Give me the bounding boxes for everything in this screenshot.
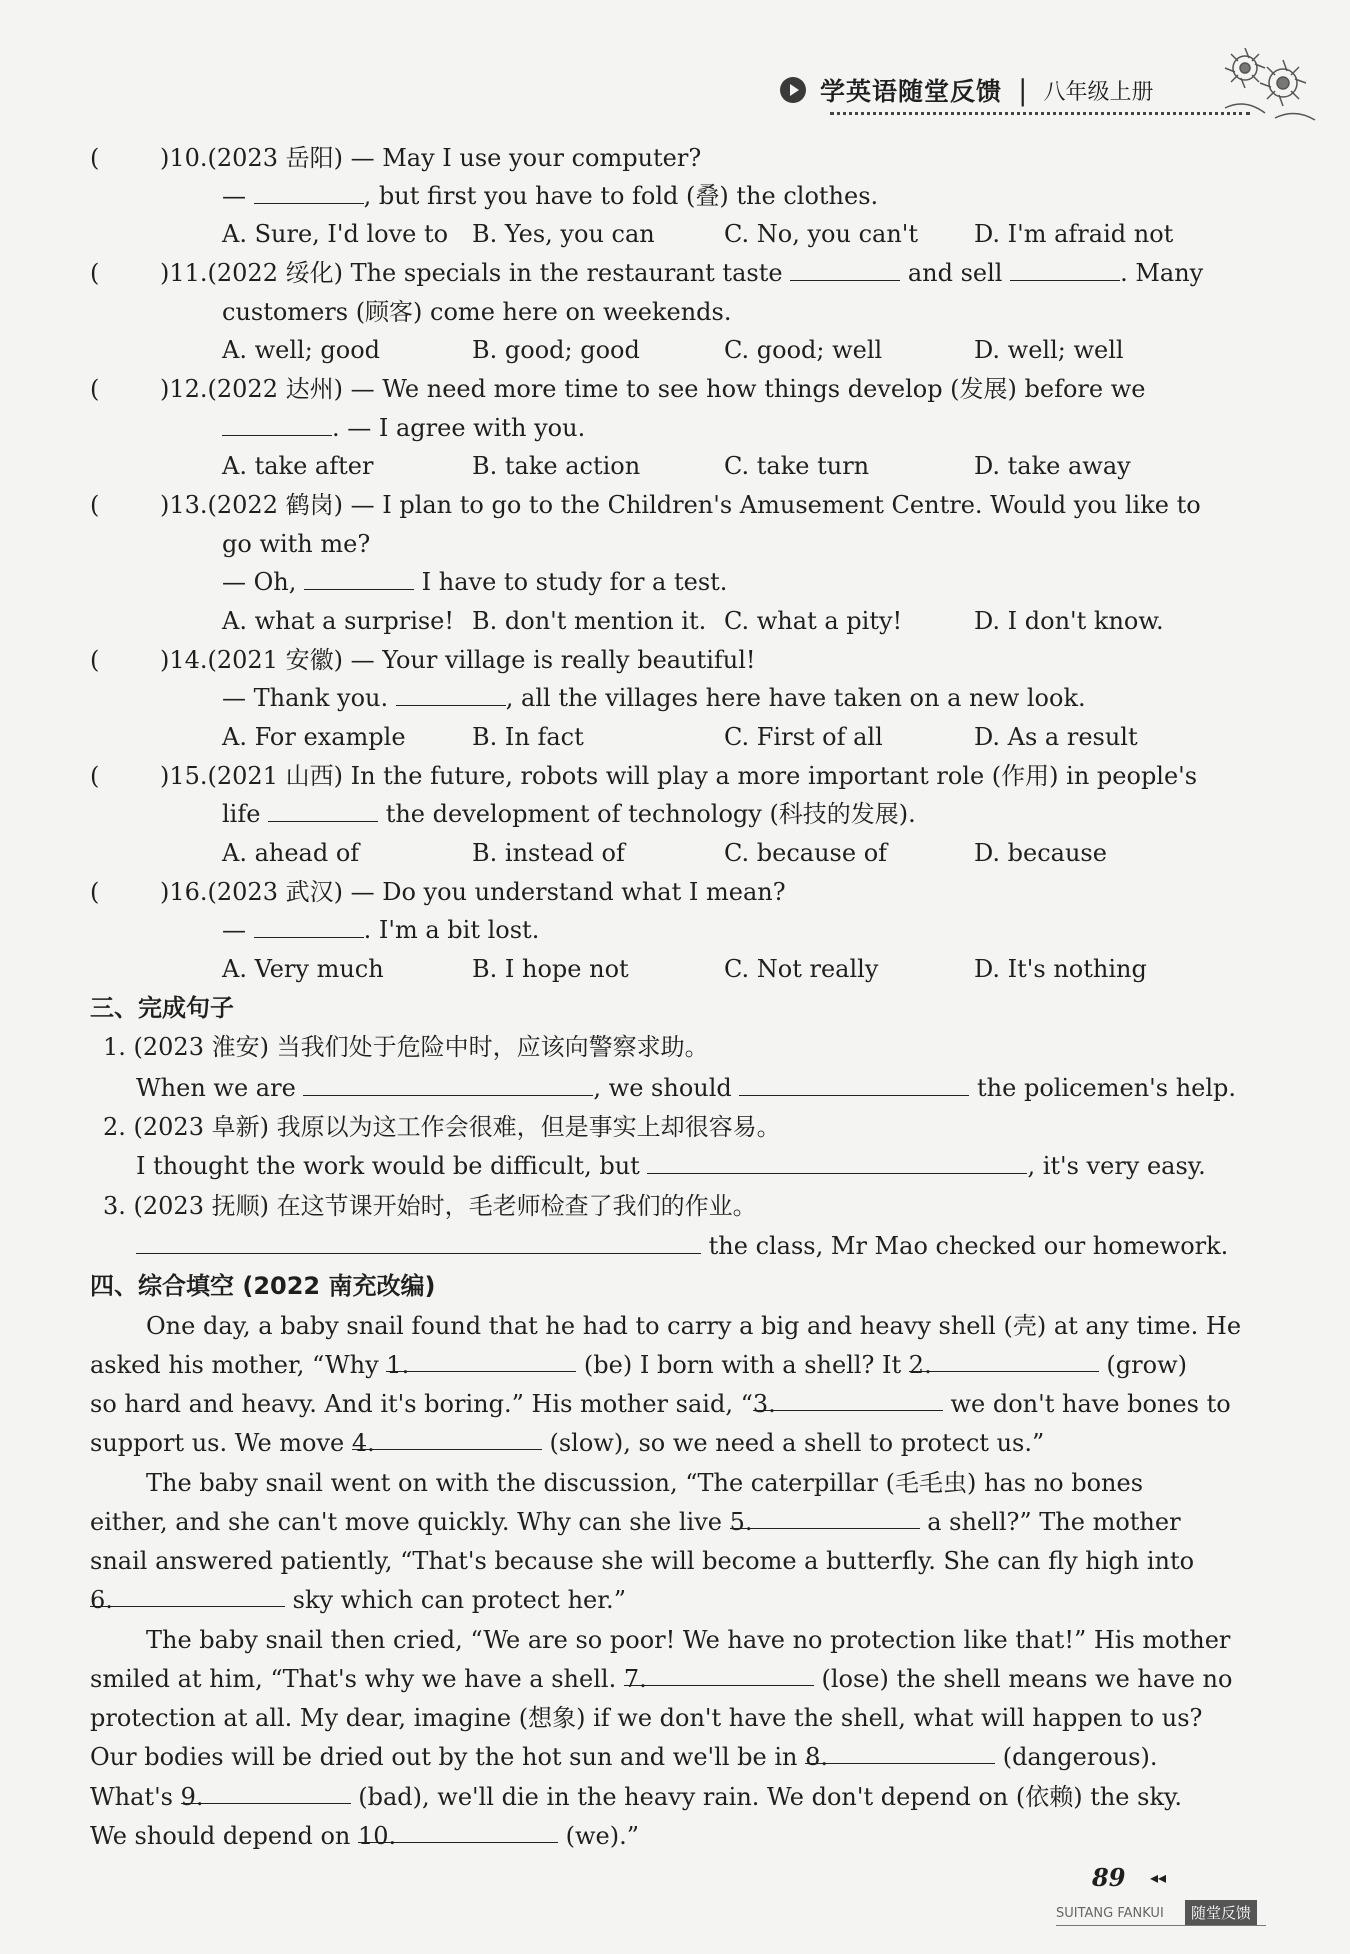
question-16-line2: — . I'm a bit lost. bbox=[222, 916, 540, 944]
answer-blank[interactable] bbox=[790, 258, 900, 281]
option-d[interactable]: D. because bbox=[974, 839, 1107, 867]
sentence-2-cn: 2. (2023 阜新) 我原以为这工作会很难，但是事实上却很容易。 bbox=[103, 1113, 781, 1141]
cloze-blank-3[interactable]: 3. bbox=[753, 1388, 943, 1411]
double-left-arrow-icon: ◂◂ bbox=[1150, 1868, 1167, 1887]
question-12: )12.(2022 达州) — We need more time to see how things develop (发展) before we bbox=[160, 375, 1146, 403]
answer-blank[interactable] bbox=[222, 413, 332, 436]
answer-blank[interactable] bbox=[1010, 258, 1120, 281]
question-14: )14.(2021 安徽) — Your village is really beautiful! bbox=[160, 646, 756, 674]
question-13: )13.(2022 鹤岗) — I plan to go to the Children's Amusement Centre. Would you like to bbox=[160, 491, 1201, 519]
option-a[interactable]: A. Very much bbox=[222, 955, 384, 983]
cloze-blank-5[interactable]: 5. bbox=[730, 1506, 920, 1529]
sentence-2-en: I thought the work would be difficult, but , it's very easy. bbox=[136, 1152, 1206, 1180]
question-12-line2: . — I agree with you. bbox=[222, 412, 585, 444]
option-d[interactable]: D. I don't know. bbox=[974, 607, 1164, 635]
option-d[interactable]: D. take away bbox=[974, 452, 1131, 480]
option-a[interactable]: A. For example bbox=[222, 723, 406, 751]
question-11-line2: customers (顾客) come here on weekends. bbox=[222, 298, 732, 326]
option-b[interactable]: B. take action bbox=[472, 452, 641, 480]
option-b[interactable]: B. In fact bbox=[472, 723, 584, 751]
passage-line: support us. We move 4. (slow), so we need a shell to protect us.” bbox=[90, 1429, 1045, 1457]
section-3-heading: 三、完成句子 bbox=[90, 994, 234, 1022]
sentence-3-en: the class, Mr Mao checked our homework. bbox=[136, 1230, 1228, 1262]
header-separator: | bbox=[1018, 73, 1028, 107]
answer-paren: ( bbox=[90, 491, 100, 519]
cloze-blank-1[interactable]: 1. bbox=[386, 1349, 576, 1372]
answer-blank[interactable] bbox=[739, 1073, 969, 1096]
option-a[interactable]: A. take after bbox=[222, 452, 374, 480]
passage-line: We should depend on 10. (we).” bbox=[90, 1822, 640, 1850]
option-b[interactable]: B. don't mention it. bbox=[472, 607, 707, 635]
answer-blank[interactable] bbox=[254, 181, 364, 204]
section-4-heading: 四、综合填空 (2022 南充改编) bbox=[90, 1272, 436, 1300]
passage-line: One day, a baby snail found that he had to carry a big and heavy shell (壳) at any time. He bbox=[146, 1312, 1242, 1340]
question-14-line2: — Thank you. , all the villages here have taken on a new look. bbox=[222, 684, 1086, 712]
option-a[interactable]: A. well; good bbox=[222, 336, 381, 364]
answer-blank[interactable] bbox=[254, 915, 364, 938]
cloze-blank-4[interactable]: 4. bbox=[352, 1427, 542, 1450]
option-d[interactable]: D. well; well bbox=[974, 336, 1124, 364]
option-b[interactable]: B. Yes, you can bbox=[472, 220, 655, 248]
footer-badge: 随堂反馈 bbox=[1185, 1900, 1257, 1925]
answer-blank[interactable] bbox=[303, 1073, 593, 1096]
answer-blank[interactable] bbox=[647, 1151, 1027, 1174]
header-dotted-rule bbox=[830, 112, 1250, 115]
answer-paren: ( bbox=[90, 375, 100, 403]
passage-line: asked his mother, “Why 1. (be) I born with a shell? It 2. (grow) bbox=[90, 1351, 1187, 1379]
question-10: )10.(2023 岳阳) — May I use your computer? bbox=[160, 144, 702, 172]
option-b[interactable]: B. I hope not bbox=[472, 955, 629, 983]
sentence-1-cn: 1. (2023 淮安) 当我们处于危险中时，应该向警察求助。 bbox=[103, 1033, 709, 1061]
footer-brand: SUITANG FANKUI bbox=[1056, 1906, 1164, 1921]
cloze-blank-9[interactable]: 9. bbox=[181, 1781, 351, 1804]
sentence-3-cn: 3. (2023 抚顺) 在这节课开始时，毛老师检查了我们的作业。 bbox=[103, 1192, 757, 1220]
option-b[interactable]: B. good; good bbox=[472, 336, 640, 364]
answer-paren: ( bbox=[90, 259, 100, 287]
passage-line: The baby snail then cried, “We are so poor! We have no protection like that!” His mother bbox=[146, 1626, 1231, 1654]
passage-line: so hard and heavy. And it's boring.” His mother said, “3. we don't have bones to bbox=[90, 1390, 1231, 1418]
passage-line: Our bodies will be dried out by the hot sun and we'll be in 8. (dangerous). bbox=[90, 1743, 1158, 1771]
question-16: )16.(2023 武汉) — Do you understand what I mean? bbox=[160, 878, 786, 906]
answer-blank[interactable] bbox=[304, 567, 414, 590]
passage-line: What's 9. (bad), we'll die in the heavy rain. We don't depend on (依赖) the sky. bbox=[90, 1783, 1182, 1811]
page-header bbox=[780, 72, 1153, 108]
option-a[interactable]: A. what a surprise! bbox=[222, 607, 455, 635]
option-a[interactable]: A. ahead of bbox=[222, 839, 360, 867]
passage-line: 6. sky which can protect her.” bbox=[90, 1586, 626, 1614]
answer-blank[interactable] bbox=[268, 799, 378, 822]
passage-line: The baby snail went on with the discussion, “The caterpillar (毛毛虫) has no bones bbox=[146, 1469, 1144, 1497]
question-15: )15.(2021 山西) In the future, robots will play a more important role (作用) in people's bbox=[160, 762, 1198, 790]
option-c[interactable]: C. First of all bbox=[724, 723, 883, 751]
grade-label: 八年级上册 bbox=[1043, 79, 1154, 105]
passage-line: smiled at him, “That's why we have a shell. 7. (lose) the shell means we have no bbox=[90, 1665, 1233, 1693]
option-c[interactable]: C. because of bbox=[724, 839, 888, 867]
answer-paren: ( bbox=[90, 646, 100, 674]
option-c[interactable]: C. No, you can't bbox=[724, 220, 919, 248]
option-b[interactable]: B. instead of bbox=[472, 839, 625, 867]
question-13-line3: — Oh, I have to study for a test. bbox=[222, 568, 728, 596]
passage-line: snail answered patiently, “That's because she will become a butterfly. She can fly high into bbox=[90, 1547, 1195, 1575]
sentence-1-en: When we are , we should the policemen's help. bbox=[136, 1074, 1237, 1102]
question-10-line2: — , but first you have to fold (叠) the clothes. bbox=[222, 182, 879, 210]
cloze-blank-8[interactable]: 8. bbox=[805, 1741, 995, 1764]
play-icon bbox=[780, 77, 806, 103]
option-c[interactable]: C. what a pity! bbox=[724, 607, 903, 635]
question-11: )11.(2022 绥化) The specials in the restaurant taste and sell . Many bbox=[160, 259, 1204, 287]
option-d[interactable]: D. I'm afraid not bbox=[974, 220, 1174, 248]
answer-blank[interactable] bbox=[396, 683, 506, 706]
option-d[interactable]: D. As a result bbox=[974, 723, 1138, 751]
cloze-blank-6[interactable]: 6. bbox=[90, 1584, 285, 1607]
cloze-blank-2[interactable]: 2. bbox=[909, 1349, 1099, 1372]
option-a[interactable]: A. Sure, I'd love to bbox=[222, 220, 449, 248]
option-c[interactable]: C. take turn bbox=[724, 452, 870, 480]
question-13-line2: go with me? bbox=[222, 530, 371, 558]
cloze-blank-7[interactable]: 7. bbox=[624, 1663, 814, 1686]
cloze-blank-10[interactable]: 10. bbox=[358, 1820, 558, 1843]
answer-paren: ( bbox=[90, 762, 100, 790]
answer-paren: ( bbox=[90, 878, 100, 906]
option-d[interactable]: D. It's nothing bbox=[974, 955, 1147, 983]
option-c[interactable]: C. good; well bbox=[724, 336, 883, 364]
answer-blank[interactable] bbox=[136, 1231, 701, 1254]
answer-paren: ( bbox=[90, 144, 100, 172]
passage-line: either, and she can't move quickly. Why can she live 5. a shell?” The mother bbox=[90, 1508, 1181, 1536]
footer-rule bbox=[1056, 1925, 1266, 1926]
passage-line: protection at all. My dear, imagine (想象) if we don't have the shell, what will happen to us? bbox=[90, 1704, 1203, 1732]
book-title: 学英语随堂反馈 bbox=[820, 77, 1003, 106]
question-15-line2: life the development of technology (科技的发展). bbox=[222, 800, 916, 828]
option-c[interactable]: C. Not really bbox=[724, 955, 879, 983]
page-number: 89 bbox=[1092, 1863, 1126, 1892]
